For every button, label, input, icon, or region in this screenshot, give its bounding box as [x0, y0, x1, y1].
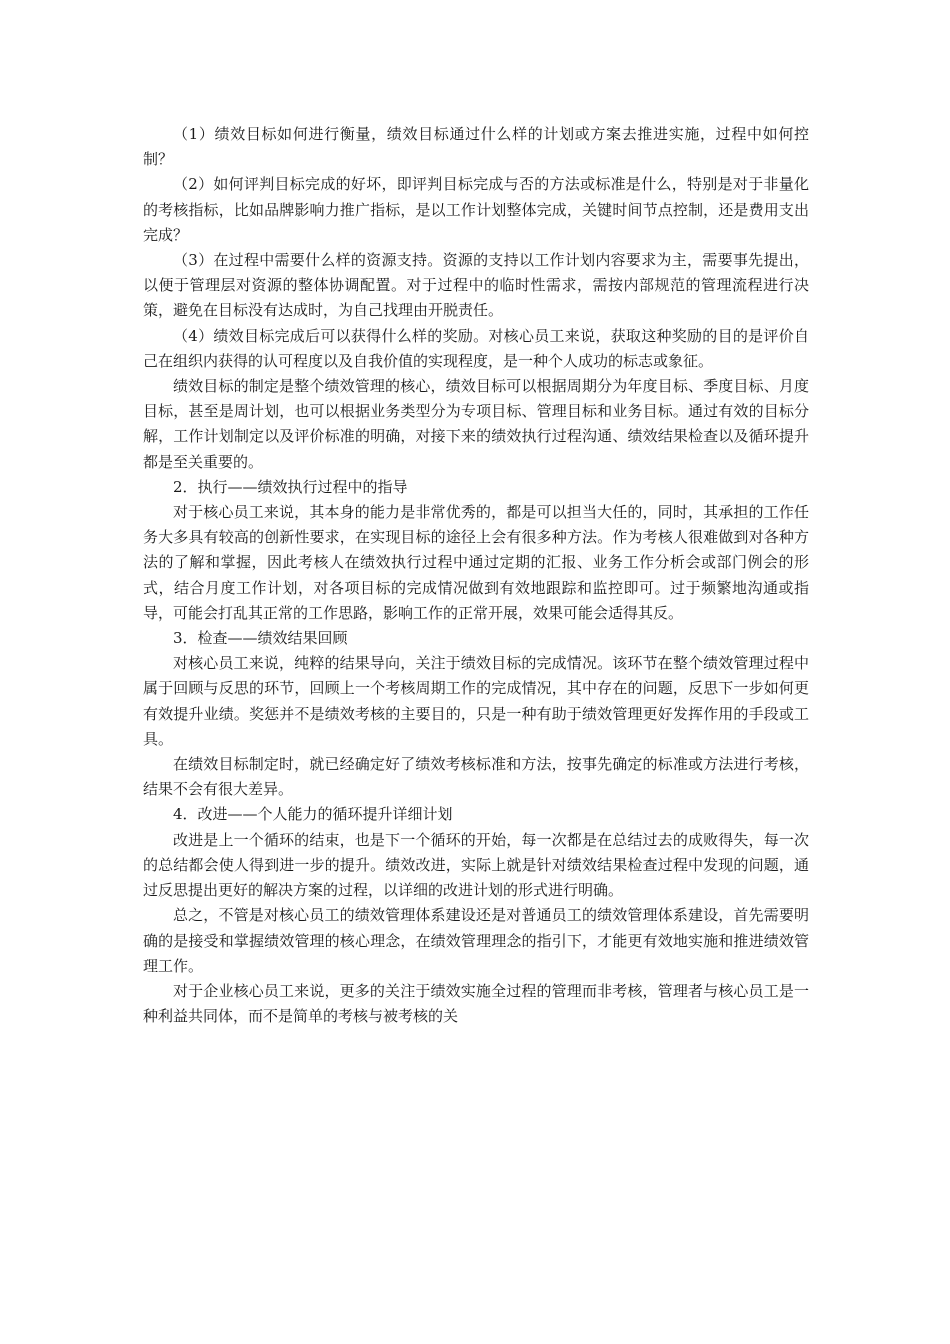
document-body [143, 122, 809, 1029]
paragraph-rewards: （4）绩效目标完成后可以获得什么样的奖励。对核心员工来说，获取这种奖励的目的是评价自己在组织内获得的认可程度以及自我价值的实现程度，是一种个人成功的标志或象征。 [143, 326, 809, 370]
paragraph-core-staff-management: 对于企业核心员工来说，更多的关注于绩效实施全过程的管理而非考核，管理者与核心员工是一种利益共同体，而不是简单的考核与被考核的关 [143, 981, 809, 1026]
paragraph-goal-evaluation: （2）如何评判目标完成的好坏，即评判目标完成与否的方法或标准是什么，特别是对于非量化的考核指标，比如品牌影响力推广指标，是以工作计划整体完成，关键时间节点控制，还是费用支出完成？ [143, 175, 809, 244]
paragraph-result-orientation: 对核心员工来说，纯粹的结果导向，关注于绩效目标的完成情况。该环节在整个绩效管理过程中属于回顾与反思的环节，回顾上一个考核周期工作的完成情况，其中存在的问题，反思下一步如何更有效提升业绩。奖惩并不是绩效考核的主要目的，只是一种有助于绩效管理更好发挥作用的手段或工具。 [143, 654, 809, 748]
section-heading-review: 3．检查——绩效结果回顾 [173, 629, 348, 648]
paragraph-goal-measurement: （1）绩效目标如何进行衡量，绩效目标通过什么样的计划或方案去推进实施，过程中如何控制？ [143, 125, 809, 169]
section-heading-execution: 2．执行——绩效执行过程中的指导 [173, 477, 408, 496]
paragraph-improvement-cycle: 改进是上一个循环的结束，也是下一个循环的开始，每一次都是在总结过去的成败得失，每一次的总结都会使人得到进一步的提升。绩效改进，实际上就是针对绩效结果检查过程中发现的问题，通过反思提出更好的解决方案的过程，以详细的改进计划的形式进行明确。 [143, 830, 809, 900]
paragraph-execution-guidance: 对于核心员工来说，其本身的能力是非常优秀的，都是可以担当大任的，同时，其承担的工作任务大多具有较高的创新性要求，在实现目标的途径上会有很多种方法。作为考核人很难做到对各种方法的了解和掌握，因此考核人在绩效执行过程中通过定期的汇报、业务工作分析会或部门例会的形式，结合月度工作计划，对各项目标的完成情况做到有效地跟踪和监控即可。过于频繁地沟通或指导，可能会打乱其正常的工作思路，影响工作的正常开展，效果可能会适得其反。 [143, 503, 809, 622]
paragraph-resource-support: （3）在过程中需要什么样的资源支持。资源的支持以工作计划内容要求为主，需要事先提出，以便于管理层对资源的整体协调配置。对于过程中的临时性需求，需按内部规范的管理流程进行决策，避免在目标没有达成时，为自己找理由开脱责任。 [143, 251, 809, 320]
paragraph-summary: 总之，不管是对核心员工的绩效管理体系建设还是对普通员工的绩效管理体系建设，首先需要明确的是接受和掌握绩效管理的核心理念，在绩效管理理念的指引下，才能更有效地实施和推进绩效管理工作。 [143, 906, 809, 975]
paragraph-goal-setting-core: 绩效目标的制定是整个绩效管理的核心，绩效目标可以根据周期分为年度目标、季度目标、月度目标，甚至是周计划，也可以根据业务类型分为专项目标、管理目标和业务目标。通过有效的目标分解，工作计划制定以及评价标准的明确，对接下来的绩效执行过程沟通、绩效结果检查以及循环提升都是至关重要的。 [143, 377, 809, 471]
paragraph-assessment-standards: 在绩效目标制定时，就已经确定好了绩效考核标准和方法，按事先确定的标准或方法进行考核，结果不会有很大差异。 [143, 755, 809, 799]
section-heading-improvement: 4．改进——个人能力的循环提升详细计划 [173, 805, 453, 824]
